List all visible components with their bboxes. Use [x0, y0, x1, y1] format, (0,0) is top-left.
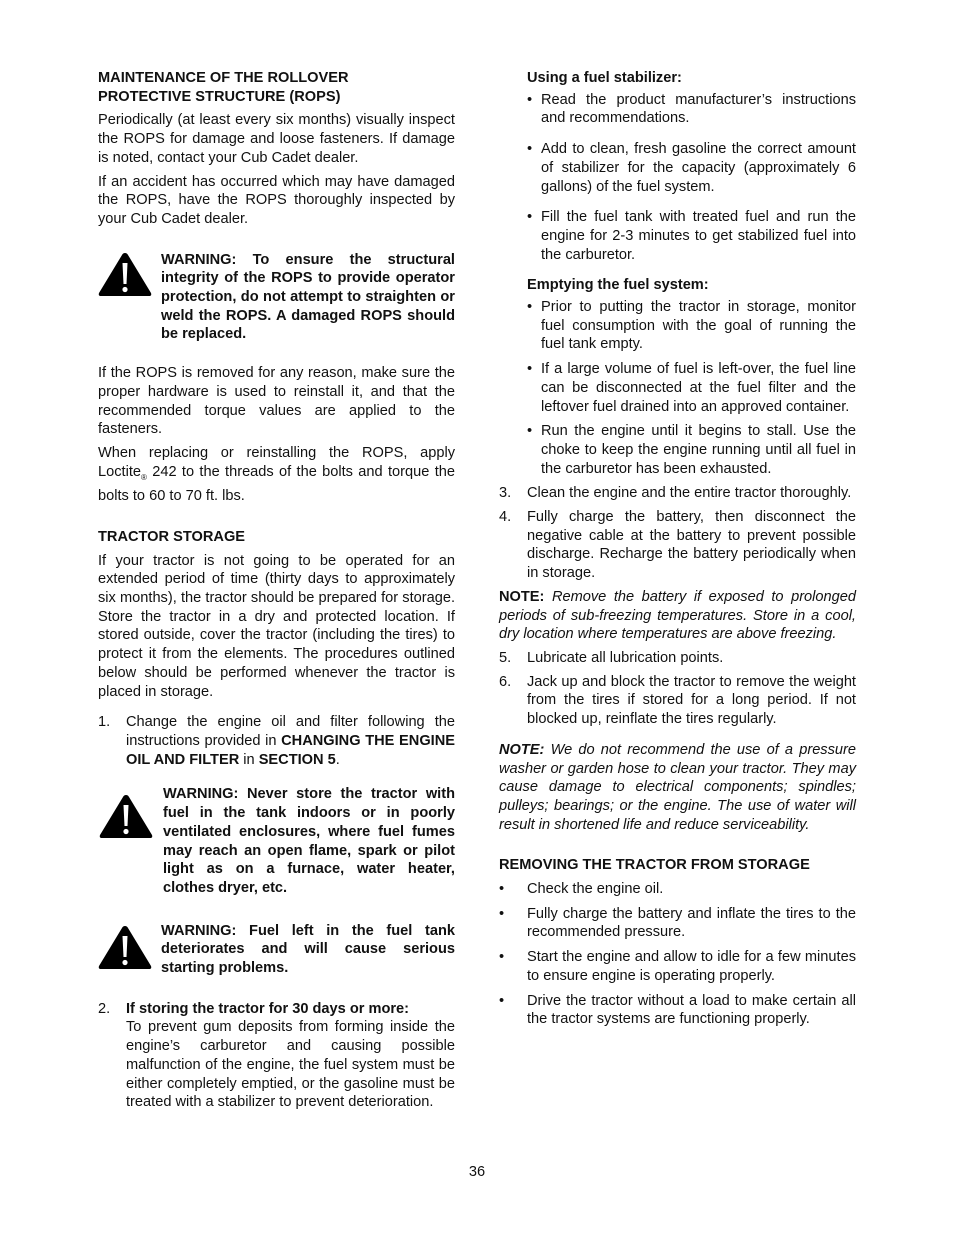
step-6-number: 6.	[499, 673, 512, 690]
stabilizer-item-3: Fill the fuel tank with treated fuel and run the engine for 2-3 minutes to get stabilized fuel into the carburetor.	[541, 209, 856, 263]
warning-rops-block	[98, 251, 455, 345]
list-item	[527, 422, 856, 478]
list-item	[527, 298, 856, 354]
step-6-text: Jack up and block the tractor to remove the weight from the tires if stored for a long period. If not blocked up, reinflate the tires regularly.	[527, 673, 856, 728]
stabilizer-item-1: Read the product manufacturer’s instructions and recommendations.	[541, 91, 856, 127]
note-washer-text: We do not recommend the use of a pressure washer or garden hose to clean your tractor. They may cause damage to electrical components; spindles; pulleys; bearings; or the engine. The use of water will result in shortened life and reduce serviceability.	[499, 741, 856, 833]
rops-heading-line-1: MAINTENANCE OF THE ROLLOVER	[98, 70, 349, 86]
step-3-text: Clean the engine and the entire tractor thoroughly.	[527, 485, 852, 502]
list-item	[527, 360, 856, 416]
list-item	[527, 140, 856, 196]
removing-heading: REMOVING THE TRACTOR FROM STORAGE	[499, 857, 810, 874]
removing-item-2: Fully charge the battery and inflate the tires to the recommended pressure.	[527, 905, 856, 941]
emptying-item-1: Prior to putting the tractor in storage, monitor fuel consumption with the goal of running the fuel tank empty.	[541, 299, 856, 353]
step-2-content	[126, 1000, 455, 1112]
registered-mark: ®	[141, 472, 147, 482]
note-label: NOTE:	[499, 588, 545, 605]
warning-rops-text: WARNING: To ensure the structural integrity of the ROPS to provide operator protection, do not attempt to straighten or weld the ROPS. A damaged ROPS should be replaced.	[161, 251, 455, 343]
rops-paragraph-4-b: 242 to the threads of the bolts and torque the bolts to 60 to 70 ft. lbs.	[98, 463, 455, 505]
bullet: •	[499, 949, 505, 966]
storage-paragraph: If your tractor is not going to be operated for an extended period of time (thirty days to approximately six months), the tractor should be prepared for storage. Store the tractor in a dry and protected location. If stored outside, cover the tractor (including the tires) to protect it from the elements. The procedures outlined below should be performed whenever the tractor is placed in storage.	[98, 552, 455, 700]
rops-paragraph-3: If the ROPS is removed for any reason, make sure the proper hardware is used to reinstall it, and that the recommended torque values are applied to the fasteners.	[98, 365, 455, 438]
note-washer	[499, 741, 856, 835]
step-5-text: Lubricate all lubrication points.	[527, 649, 724, 666]
step-2-title: If storing the tractor for 30 days or more:	[126, 1000, 410, 1017]
step-3	[499, 484, 856, 503]
step-2-body: To prevent gum deposits from forming inside the engine’s carburetor and causing possible malfunction of the engine, the fuel system must be either completely emptied, or the gasoline must be treated with a stabilizer to prevent deterioration.	[126, 1019, 455, 1111]
step-4	[499, 508, 856, 583]
rops-paragraph-2: If an accident has occurred which may have damaged the ROPS, have the ROPS thoroughly inspected by your Cub Cadet dealer.	[98, 173, 455, 227]
step-1	[98, 713, 455, 769]
step-6	[499, 673, 856, 729]
stabilizer-item-2: Add to clean, fresh gasoline the correct amount of stabilizer for the capacity (approximately 6 gallons) of the fuel system.	[541, 141, 856, 195]
bullet: •	[527, 299, 533, 316]
step-3-number: 3.	[499, 485, 512, 502]
rops-paragraph-1: Periodically (at least every six months) visually inspect the ROPS for damage and loose fasteners. If damage is noted, contact your Cub Cadet dealer.	[98, 112, 455, 166]
emptying-heading: Emptying the fuel system:	[527, 277, 709, 294]
warning-triangle-icon	[98, 793, 154, 839]
step-4-number: 4.	[499, 509, 512, 526]
rops-heading	[98, 69, 455, 106]
warning-triangle-icon	[98, 251, 152, 297]
step-5	[499, 649, 856, 668]
emptying-item-2: If a large volume of fuel is left-over, the fuel line can be disconnected at the fuel filter and the leftover fuel drained into an approved container.	[541, 361, 856, 415]
step-2-number: 2.	[98, 1000, 111, 1017]
emptying-item-3: Run the engine until it begins to stall. Use the choke to keep the engine running until all fuel in the carburetor has been exhausted.	[541, 423, 856, 477]
list-item	[499, 992, 856, 1029]
note-battery	[499, 588, 856, 644]
list-item	[499, 905, 856, 942]
list-item	[527, 208, 856, 264]
bullet: •	[527, 141, 533, 158]
warning-triangle-icon	[98, 924, 152, 970]
warning-fuel-storage-block	[98, 785, 455, 897]
page-number: 36	[468, 1164, 486, 1180]
bullet: •	[499, 881, 505, 898]
list-item	[499, 948, 856, 985]
step-2	[98, 1000, 455, 1112]
bullet: •	[527, 361, 533, 378]
storage-heading: TRACTOR STORAGE	[98, 528, 246, 545]
rops-paragraph-4	[98, 444, 455, 506]
step-1-ref-section: SECTION 5	[258, 751, 336, 768]
bullet: •	[527, 209, 533, 226]
removing-item-1: Check the engine oil.	[527, 881, 664, 898]
bullet: •	[499, 992, 505, 1009]
step-1-number: 1.	[98, 714, 111, 731]
list-item	[499, 880, 856, 899]
left-column	[98, 69, 455, 1117]
bullet: •	[499, 905, 505, 922]
warning-fuel-deteriorate-text: WARNING: Fuel left in the fuel tank deteriorates and will cause serious starting problems.	[161, 922, 455, 977]
list-item	[527, 91, 856, 128]
note-battery-text: Remove the battery if exposed to prolonged periods of sub-freezing temperatures. Store in a cool, dry location where temperatures are above freezing.	[499, 588, 856, 643]
removing-item-4: Drive the tractor without a load to make certain all the tractor systems are functioning properly.	[527, 992, 856, 1028]
step-1-text-a: Change the engine oil and filter following the instructions provided in	[126, 714, 455, 749]
bullet: •	[527, 423, 533, 440]
step-5-number: 5.	[499, 649, 512, 666]
step-4-text: Fully charge the battery, then disconnect the negative cable at the battery to prevent possible discharge. Recharge the battery periodically when in storage.	[527, 509, 856, 582]
right-column	[499, 69, 856, 1035]
rops-heading-line-2: PROTECTIVE STRUCTURE (ROPS)	[98, 88, 341, 105]
stabilizer-heading: Using a fuel stabilizer:	[527, 70, 682, 86]
step-1-period: .	[335, 751, 340, 768]
rops-paragraph-4-a: When replacing or reinstalling the ROPS, apply Loctite	[98, 444, 455, 480]
removing-item-3: Start the engine and allow to idle for a few minutes to ensure engine is operating properly.	[527, 949, 856, 984]
step-1-text-in: in	[239, 751, 259, 768]
warning-fuel-deteriorate-block	[98, 922, 455, 978]
stabilizer-section	[499, 69, 856, 478]
step-1-text	[126, 713, 455, 769]
bullet: •	[527, 91, 533, 108]
step-1-ref-title: CHANGING THE ENGINE OIL AND FILTER	[126, 733, 455, 768]
warning-fuel-storage-text: WARNING: Never store the tractor with fuel in the tank indoors or in poorly ventilated enclosures, where fuel fumes may reach an open flame, spark or pilot light as on a furnace, water heater, clothes dryer, etc.	[163, 786, 455, 896]
note-label: NOTE:	[499, 741, 545, 758]
